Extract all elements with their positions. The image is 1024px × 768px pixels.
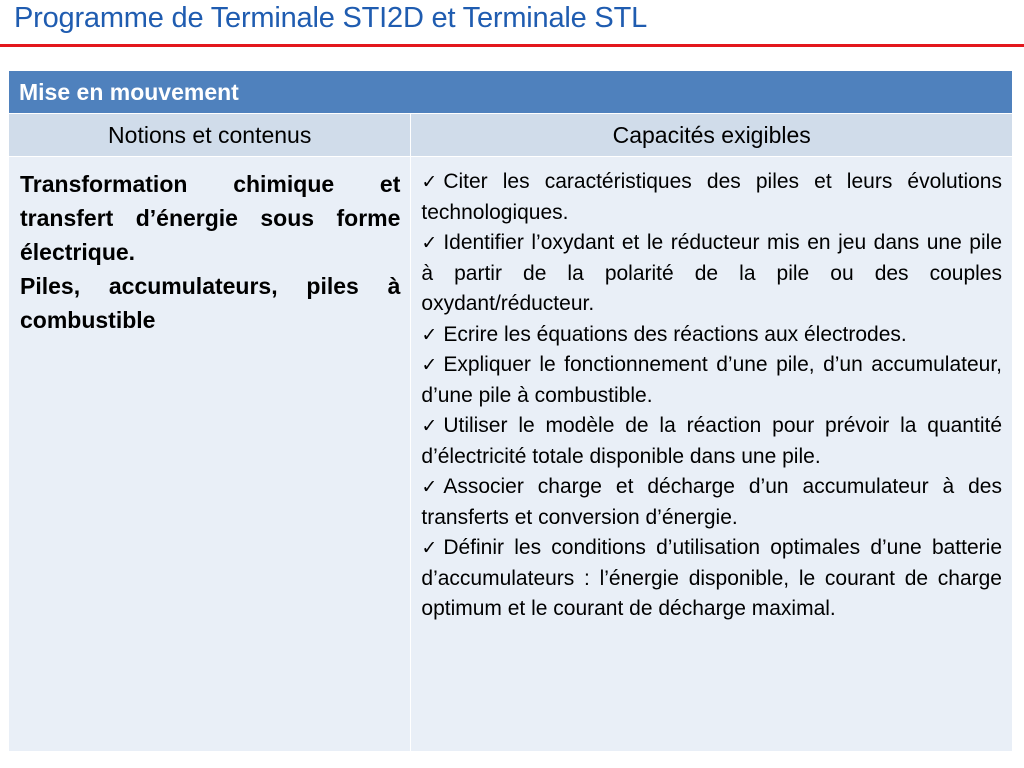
capacity-text: Définir les conditions d’utilisation optimales d’une batterie d’accumulateurs : l’énergie disponible, le courant de charge optimum et le courant de décharge maximal. bbox=[421, 536, 1002, 620]
column-header-notions: Notions et contenus bbox=[9, 114, 411, 157]
slide-title: Programme de Terminale STI2D et Terminale STL bbox=[14, 2, 648, 34]
list-item bbox=[421, 228, 1002, 320]
notions-content bbox=[9, 157, 410, 337]
notion-item: Transformation chimique et transfert d’énergie sous forme électrique. bbox=[20, 171, 401, 265]
list-item bbox=[421, 167, 1002, 228]
checkmark-icon: ✓ bbox=[421, 171, 438, 193]
capacity-text: Ecrire les équations des réactions aux électrodes. bbox=[443, 322, 907, 346]
notions-cell bbox=[9, 157, 411, 752]
capacity-text: Utiliser le modèle de la réaction pour prévoir la quantité d’électricité totale disponible dans une pile. bbox=[421, 414, 1002, 468]
capacity-text: Identifier l’oxydant et le réducteur mis en jeu dans une pile à partir de la polarité de la pile ou des couples oxydant/réducteur. bbox=[421, 231, 1002, 315]
capacities-cell bbox=[411, 157, 1013, 752]
notion-item: Piles, accumulateurs, piles à combustible bbox=[20, 273, 401, 333]
section-header: Mise en mouvement bbox=[9, 71, 1013, 114]
list-item bbox=[421, 472, 1002, 533]
capacity-text: Associer charge et décharge d’un accumulateur à des transferts et conversion d’énergie. bbox=[421, 475, 1002, 529]
capacities-list bbox=[411, 157, 1012, 625]
checkmark-icon: ✓ bbox=[421, 415, 438, 437]
capacity-text: Citer les caractéristiques des piles et leurs évolutions technologiques. bbox=[421, 170, 1002, 224]
list-item bbox=[421, 533, 1002, 625]
title-underline bbox=[0, 44, 1024, 47]
checkmark-icon: ✓ bbox=[421, 323, 438, 346]
checkmark-icon: ✓ bbox=[421, 537, 438, 559]
column-header-capacities: Capacités exigibles bbox=[411, 114, 1013, 157]
checkmark-icon: ✓ bbox=[421, 476, 438, 498]
checkmark-icon: ✓ bbox=[421, 354, 438, 376]
program-table bbox=[8, 70, 1013, 752]
capacity-text: Expliquer le fonctionnement d’une pile, d’un accumulateur, d’une pile à combustible. bbox=[421, 353, 1002, 407]
checkmark-icon: ✓ bbox=[421, 232, 438, 254]
list-item bbox=[421, 320, 1002, 351]
list-item bbox=[421, 411, 1002, 472]
list-item bbox=[421, 350, 1002, 411]
